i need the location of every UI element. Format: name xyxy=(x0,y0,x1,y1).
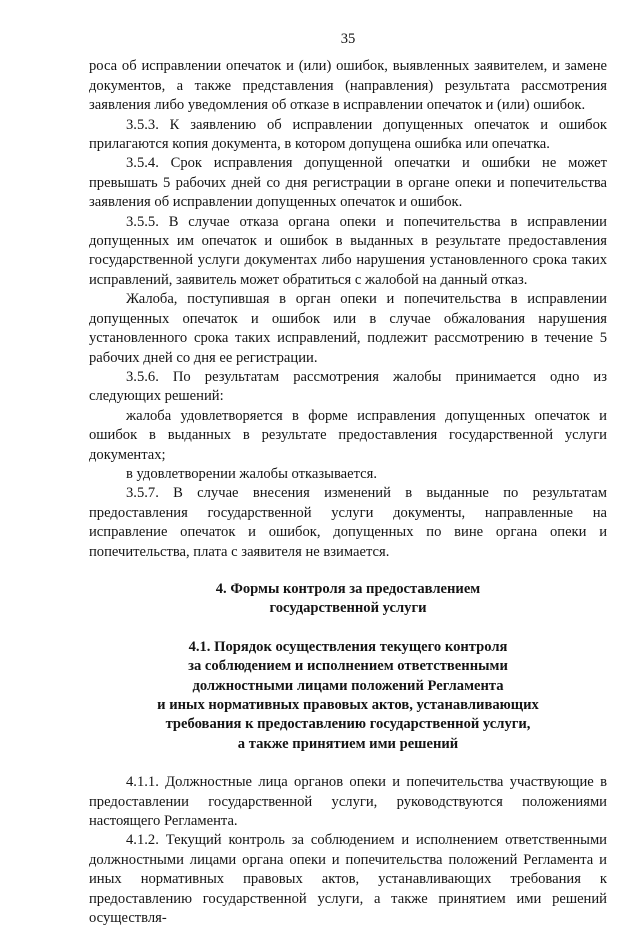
subsection-4-1-heading-line: 4.1. Порядок осуществления текущего контроля xyxy=(188,638,508,655)
paragraph-4-1-2: 4.1.2. Текущий контроль за соблюдением и исполнением ответственными должностными лицами органа опеки и попечительства положений Регламента и иных нормативных правовых актов, устанавливающих требования к предоставлению государственной услуги, а также принятием ими решений осуществля- xyxy=(89,832,607,927)
paragraph-3-5-5: 3.5.5. В случае отказа органа опеки и попечительства в исправлении допущенных им опечаток и ошибок в выданных в результате предоставления государственной услуги документах либо нарушения установленного срока таких исправлений, заявитель может обратиться с жалобой на данный отказ. xyxy=(89,213,607,288)
subsection-4-1-heading-line: и иных нормативных правовых актов, устанавливающих xyxy=(157,697,539,713)
paragraph-3-5-7: 3.5.7. В случае внесения изменений в выданные по результатам предоставления государственной услуги документы, направленные на исправление опечаток и ошибок, допущенных по вине органа опеки и попечительства, плата с заявителя не взимается. xyxy=(89,485,607,560)
section-4-heading-line: государственной услуги xyxy=(269,600,427,617)
document-page xyxy=(89,30,607,928)
subsection-4-1-heading xyxy=(89,638,607,754)
paragraph-4-1-1: 4.1.1. Должностные лица органов опеки и попечительства участвующие в предоставлении государственной услуги, руководствуются положениями настоящего Регламента. xyxy=(89,774,607,830)
subsection-4-1-heading-line: а также принятием ими решений xyxy=(237,735,459,752)
paragraph-3-5-4: 3.5.4. Срок исправления допущенной опечатки и ошибки не может превышать 5 рабочих дней со дня регистрации в органе опеки и попечительства заявления об исправлении допущенных опечаток и ошибок. xyxy=(89,155,607,211)
body-part-2 xyxy=(89,773,607,928)
subsection-4-1-heading-line: требования к предоставлению государственной услуги, xyxy=(165,716,531,733)
page-number: 35 xyxy=(340,31,356,47)
paragraph-decision-refused: в удовлетворении жалобы отказывается. xyxy=(126,465,378,482)
section-4-heading xyxy=(89,580,607,619)
subsection-4-1-heading-line: за соблюдением и исполнением ответственными xyxy=(188,658,508,675)
body-part-1 xyxy=(89,57,607,562)
paragraph-3-5-6: 3.5.6. По результатам рассмотрения жалобы принимается одно из следующих решений: xyxy=(89,368,607,405)
section-4-heading-line: 4. Формы контроля за предоставлением xyxy=(215,580,481,597)
paragraph-3-5-3: 3.5.3. К заявлению об исправлении допущенных опечаток и ошибок прилагаются копия документа, в котором допущена ошибка или опечатка. xyxy=(89,116,607,153)
paragraph-continuation: роса об исправлении опечаток и (или) ошибок, выявленных заявителем, и замене документов, а также представления (направления) результата рассмотрения заявления либо уведомления об отказе в исправлении опечаток и (или) ошибок. xyxy=(89,58,607,114)
paragraph-complaint: Жалоба, поступившая в орган опеки и попечительства в исправлении допущенных опечаток и ошибок или в случае обжалования нарушения установленного срока таких исправлений, подлежит рассмотрению в течение 5 рабочих дней со дня ее регистрации. xyxy=(89,291,607,366)
paragraph-decision-satisfied: жалоба удовлетворяется в форме исправления допущенных опечаток и ошибок в выданных в результате предоставления государственной услуги документах; xyxy=(89,407,607,463)
subsection-4-1-heading-line: должностными лицами положений Регламента xyxy=(192,677,504,694)
